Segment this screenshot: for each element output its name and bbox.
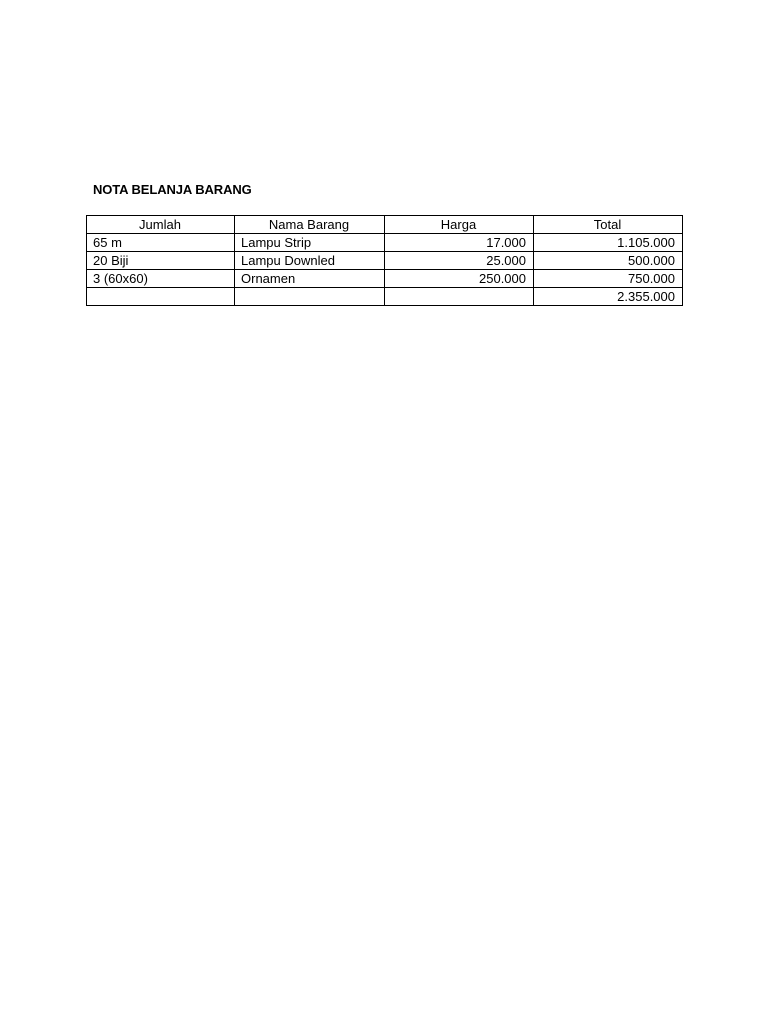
table-row xyxy=(87,234,683,252)
cell-jumlah: 65 m xyxy=(87,234,235,252)
column-header-jumlah: Jumlah xyxy=(87,216,235,234)
table-row xyxy=(87,252,683,270)
cell-nama-barang: Ornamen xyxy=(235,270,385,288)
cell-jumlah: 20 Biji xyxy=(87,252,235,270)
column-header-nama-barang: Nama Barang xyxy=(235,216,385,234)
cell-harga: 25.000 xyxy=(385,252,534,270)
cell-total: 500.000 xyxy=(534,252,683,270)
empty-cell xyxy=(235,288,385,306)
grand-total-row xyxy=(87,288,683,306)
invoice-table xyxy=(86,215,683,306)
page-title: NOTA BELANJA BARANG xyxy=(93,182,252,197)
empty-cell xyxy=(385,288,534,306)
cell-harga: 17.000 xyxy=(385,234,534,252)
cell-total: 1.105.000 xyxy=(534,234,683,252)
cell-jumlah: 3 (60x60) xyxy=(87,270,235,288)
cell-nama-barang: Lampu Downled xyxy=(235,252,385,270)
column-header-harga: Harga xyxy=(385,216,534,234)
cell-nama-barang: Lampu Strip xyxy=(235,234,385,252)
cell-harga: 250.000 xyxy=(385,270,534,288)
empty-cell xyxy=(87,288,235,306)
column-header-total: Total xyxy=(534,216,683,234)
grand-total-value: 2.355.000 xyxy=(534,288,683,306)
table-row xyxy=(87,270,683,288)
cell-total: 750.000 xyxy=(534,270,683,288)
table-header-row xyxy=(87,216,683,234)
